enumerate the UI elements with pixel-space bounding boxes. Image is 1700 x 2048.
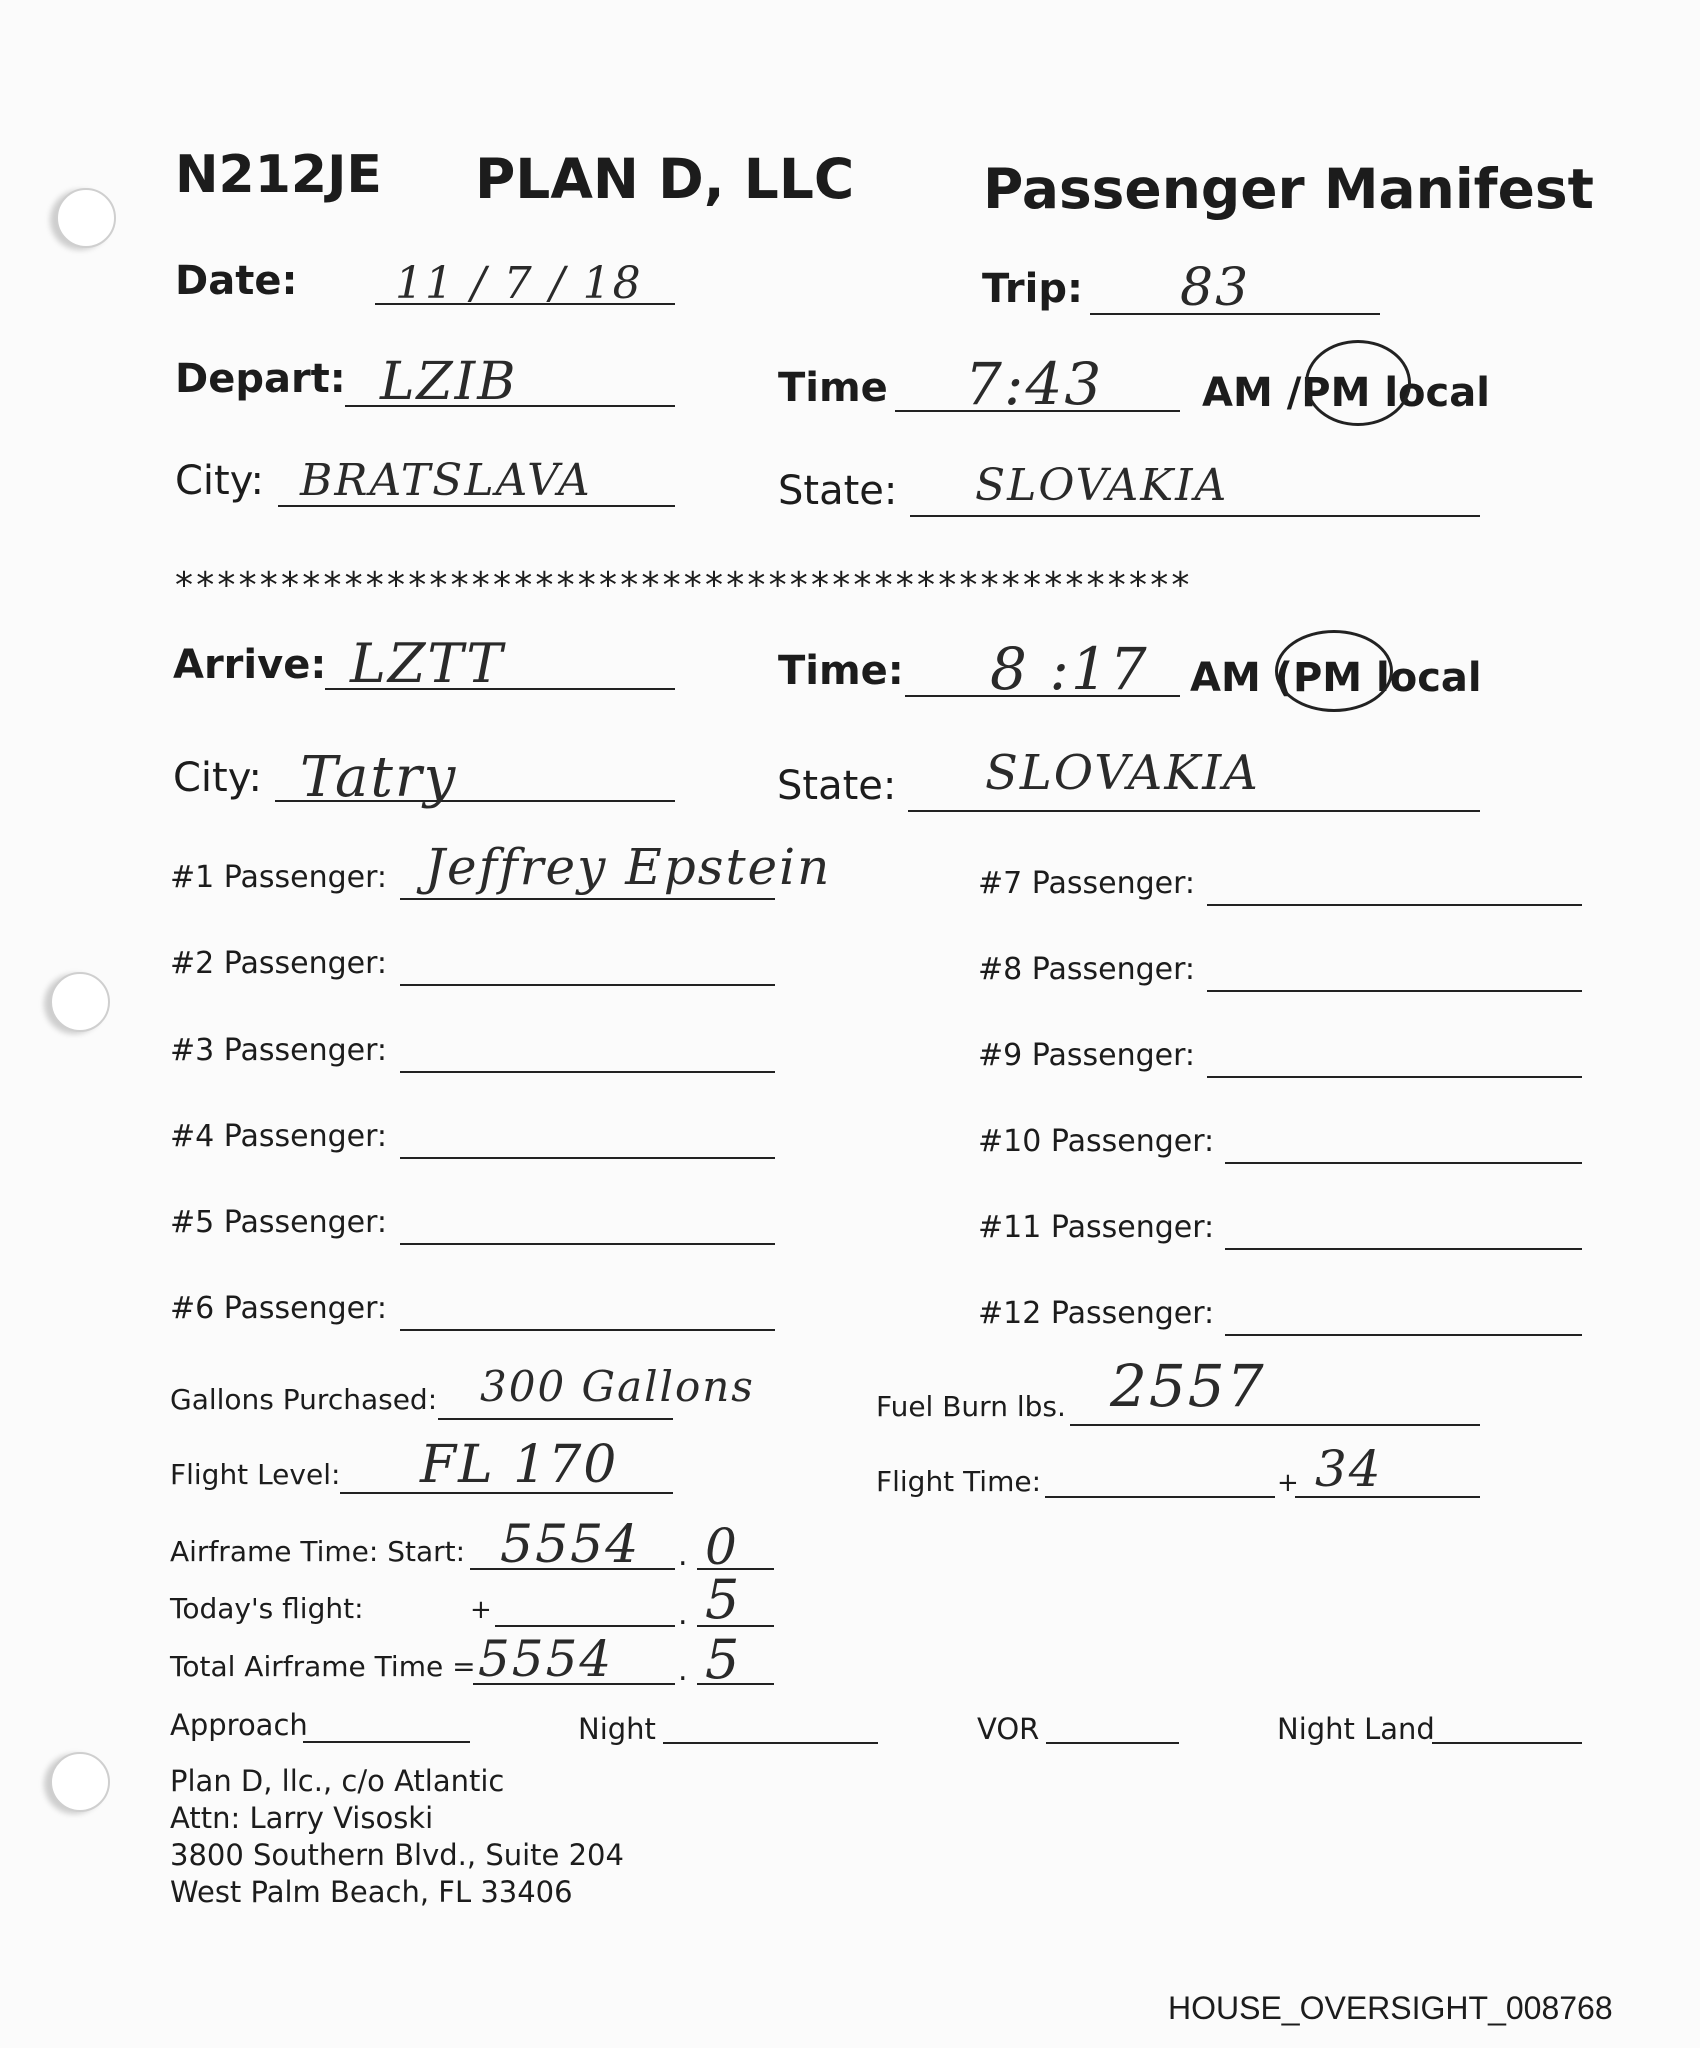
approach-line — [303, 1741, 470, 1743]
airframe-start-whole-value: 5554 — [500, 1515, 641, 1575]
gallons-line — [438, 1418, 673, 1420]
arrive-time-value: 8 :17 — [990, 635, 1149, 703]
passenger-11-line — [1225, 1248, 1582, 1250]
passenger-1-label: #1 Passenger: — [170, 860, 388, 895]
tail-number: N212JE — [175, 145, 382, 205]
night-line — [663, 1742, 878, 1744]
address-line-1: Plan D, llc., c/o Atlantic — [170, 1764, 505, 1798]
passenger-9-line — [1207, 1076, 1582, 1078]
depart-time-label: Time — [778, 365, 888, 411]
night-land-label: Night Land — [1277, 1712, 1435, 1746]
passenger-10-line — [1225, 1162, 1582, 1164]
fuel-burn-value: 2557 — [1110, 1352, 1266, 1420]
depart-code-value: LZIB — [380, 352, 518, 412]
passenger-1-value: Jeffrey Epstein — [425, 838, 832, 896]
arrive-city-value: Tatry — [300, 745, 458, 810]
passenger-8-label: #8 Passenger: — [978, 952, 1196, 987]
arrive-am-pm-local: AM (PM local — [1190, 655, 1482, 701]
fuel-burn-label: Fuel Burn lbs. — [876, 1390, 1066, 1423]
arrive-city-label: City: — [173, 755, 262, 801]
address-line-4: West Palm Beach, FL 33406 — [170, 1875, 573, 1909]
passenger-4-line — [400, 1157, 775, 1159]
passenger-12-label: #12 Passenger: — [978, 1296, 1215, 1331]
pm-circle-arrive — [1275, 630, 1393, 712]
approach-label: Approach — [170, 1708, 308, 1742]
airframe-start-dot: . — [678, 1538, 688, 1573]
flight-time-value: 34 — [1315, 1440, 1383, 1498]
passenger-2-line — [400, 984, 775, 986]
passenger-7-label: #7 Passenger: — [978, 866, 1196, 901]
page-title: Passenger Manifest — [983, 157, 1594, 221]
airframe-start-label: Airframe Time: Start: — [170, 1535, 466, 1568]
total-airframe-dot: . — [678, 1653, 688, 1688]
separator-asterisks: ************************************************ — [175, 565, 1193, 606]
night-label: Night — [578, 1712, 656, 1746]
night-land-line — [1432, 1742, 1582, 1744]
date-label: Date: — [175, 258, 298, 304]
address-line-2: Attn: Larry Visoski — [170, 1801, 434, 1835]
punch-hole-bottom — [50, 1752, 110, 1812]
arrive-state-value: SLOVAKIA — [985, 745, 1260, 801]
depart-state-value: SLOVAKIA — [975, 460, 1229, 511]
passenger-12-line — [1225, 1334, 1582, 1336]
depart-city-label: City: — [175, 458, 264, 504]
passenger-3-line — [400, 1071, 775, 1073]
address-block — [170, 1763, 624, 1911]
flight-time-line-a — [1045, 1496, 1275, 1498]
depart-city-value: BRATSLAVA — [300, 455, 592, 506]
address-line-3: 3800 Southern Blvd., Suite 204 — [170, 1838, 624, 1872]
todays-flight-tenth-value: 5 — [705, 1568, 742, 1631]
punch-hole-top — [56, 188, 116, 248]
flight-time-label: Flight Time: — [876, 1465, 1042, 1498]
depart-state-label: State: — [778, 468, 898, 514]
date-value: 11 / 7 / 18 — [395, 258, 643, 309]
arrive-time-label: Time: — [778, 648, 904, 694]
passenger-6-label: #6 Passenger: — [170, 1291, 388, 1326]
depart-time-value: 7:43 — [965, 350, 1104, 418]
arrive-state-line — [908, 810, 1480, 812]
total-airframe-whole-value: 5554 — [478, 1630, 614, 1688]
todays-flight-dot: . — [678, 1597, 688, 1632]
gallons-label: Gallons Purchased: — [170, 1383, 438, 1416]
depart-am-pm-local: AM /PM local — [1202, 370, 1490, 416]
passenger-5-line — [400, 1243, 775, 1245]
trip-label: Trip: — [982, 266, 1083, 312]
passenger-11-label: #11 Passenger: — [978, 1210, 1215, 1245]
arrive-state-label: State: — [777, 763, 897, 809]
todays-flight-label: Today's flight: — [170, 1592, 364, 1625]
total-airframe-tenth-value: 5 — [705, 1628, 742, 1691]
depart-state-line — [910, 515, 1480, 517]
passenger-1-line — [400, 898, 775, 900]
flight-level-value: FL 170 — [420, 1435, 619, 1495]
passenger-2-label: #2 Passenger: — [170, 946, 388, 981]
company-name: PLAN D, LLC — [475, 147, 855, 211]
passenger-4-label: #4 Passenger: — [170, 1119, 388, 1154]
total-airframe-label: Total Airframe Time = — [170, 1650, 476, 1683]
passenger-10-label: #10 Passenger: — [978, 1124, 1215, 1159]
todays-flight-plus: + — [470, 1595, 492, 1625]
passenger-9-label: #9 Passenger: — [978, 1038, 1196, 1073]
trip-value: 83 — [1180, 258, 1251, 318]
fuel-burn-line — [1070, 1424, 1480, 1426]
bates-number: HOUSE_OVERSIGHT_008768 — [1168, 1990, 1613, 2026]
todays-flight-line-a — [495, 1625, 675, 1627]
arrive-code-value: LZTT — [350, 632, 505, 695]
vor-line — [1046, 1742, 1179, 1744]
airframe-start-tenth-value: 0 — [705, 1518, 739, 1576]
vor-label: VOR — [977, 1712, 1040, 1746]
flight-level-label: Flight Level: — [170, 1458, 341, 1491]
flight-time-plus: + — [1277, 1468, 1299, 1498]
passenger-6-line — [400, 1329, 775, 1331]
punch-hole-middle — [50, 972, 110, 1032]
passenger-8-line — [1207, 990, 1582, 992]
depart-label: Depart: — [175, 356, 346, 402]
gallons-value: 300 Gallons — [480, 1362, 755, 1411]
passenger-7-line — [1207, 904, 1582, 906]
pm-circle-depart — [1305, 340, 1411, 426]
arrive-label: Arrive: — [173, 642, 327, 688]
passenger-5-label: #5 Passenger: — [170, 1205, 388, 1240]
passenger-3-label: #3 Passenger: — [170, 1033, 388, 1068]
